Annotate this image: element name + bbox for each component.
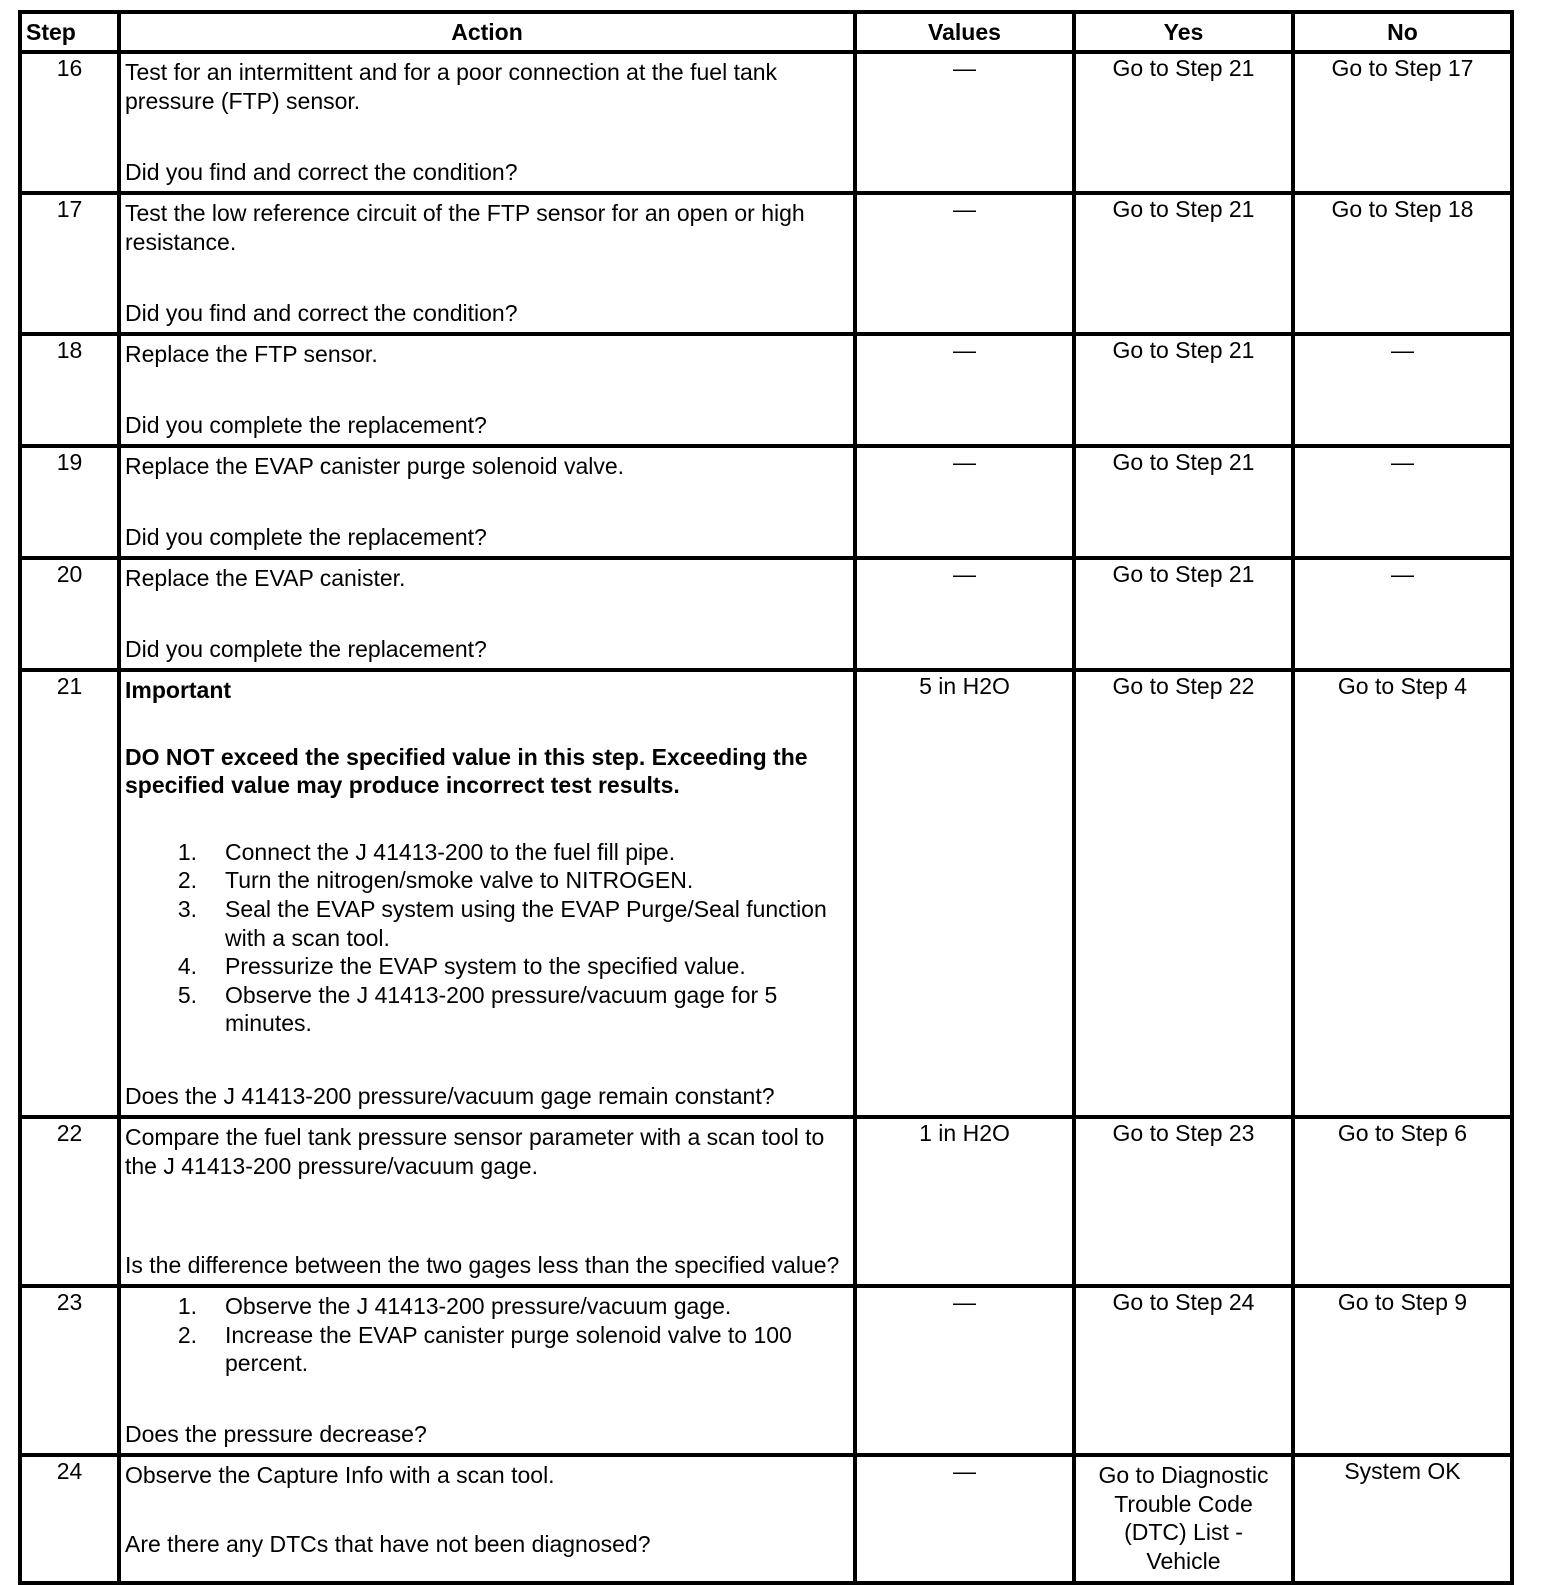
action-text: Test the low reference circuit of the FTP sensor for an open or high resistance.: [125, 200, 805, 255]
value-cell: 5 in H2O: [855, 670, 1074, 1117]
action-question: Did you find and correct the condition?: [125, 300, 518, 327]
step-number: 21: [20, 670, 119, 1117]
no-value: —: [1293, 446, 1512, 558]
step-number: 17: [20, 193, 119, 334]
action-text: Replace the EVAP canister.: [125, 565, 406, 591]
table-row: [20, 1117, 1512, 1286]
yes-link[interactable]: Go to Diagnostic Trouble Code (DTC) List - Vehicle: [1074, 1455, 1293, 1583]
action-question: Did you complete the replacement?: [125, 524, 487, 551]
header-no: No: [1293, 12, 1512, 52]
value-cell: —: [855, 1286, 1074, 1455]
action-question: Did you complete the replacement?: [125, 412, 487, 439]
yes-link[interactable]: Go to Step 22: [1074, 670, 1293, 1117]
no-link[interactable]: Go to Step 9: [1293, 1286, 1512, 1455]
header-values: Values: [855, 12, 1074, 52]
yes-link[interactable]: Go to Step 24: [1074, 1286, 1293, 1455]
action-cell: [119, 1286, 855, 1455]
table-row: [20, 1286, 1512, 1455]
header-action: Action: [119, 12, 855, 52]
diagnostic-table: [18, 10, 1514, 1585]
action-cell: [119, 670, 855, 1117]
list-item: 1. Observe the J 41413-200 pressure/vacuum gage.: [177, 1293, 732, 1319]
action-question: Did you complete the replacement?: [125, 636, 487, 663]
step-number: 18: [20, 334, 119, 446]
table-row: [20, 446, 1512, 558]
action-question: Is the difference between the two gages less than the specified value?: [125, 1252, 840, 1279]
step-number: 19: [20, 446, 119, 558]
important-label: Important: [125, 677, 232, 703]
action-cell: [119, 558, 855, 670]
action-cell: [119, 334, 855, 446]
list-item: 5. Observe the J 41413-200 pressure/vacuum gage for 5 minutes.: [177, 981, 778, 1037]
procedure-list: [125, 1292, 849, 1378]
header-step: Step: [20, 12, 119, 52]
diagnostic-table-container: [18, 10, 1514, 1585]
important-block: [125, 676, 849, 1038]
list-item: 2. Turn the nitrogen/smoke valve to NITROGEN.: [177, 867, 694, 894]
no-value: —: [1293, 334, 1512, 446]
step-number: 20: [20, 558, 119, 670]
value-cell: —: [855, 558, 1074, 670]
value-cell: —: [855, 334, 1074, 446]
yes-link[interactable]: Go to Step 21: [1074, 52, 1293, 193]
action-text: Observe the Capture Info with a scan tool.: [125, 1462, 555, 1488]
no-link[interactable]: Go to Step 4: [1293, 670, 1512, 1117]
yes-link[interactable]: Go to Step 21: [1074, 193, 1293, 334]
table-row: [20, 670, 1512, 1117]
value-cell: 1 in H2O: [855, 1117, 1074, 1286]
value-cell: —: [855, 52, 1074, 193]
action-text: Replace the FTP sensor.: [125, 341, 378, 367]
table-row: [20, 1455, 1512, 1583]
action-cell: [119, 1117, 855, 1286]
yes-link[interactable]: Go to Step 21: [1074, 334, 1293, 446]
step-number: 24: [20, 1455, 119, 1583]
action-cell: [119, 193, 855, 334]
procedure-list: [125, 828, 849, 1038]
yes-link[interactable]: Go to Step 21: [1074, 558, 1293, 670]
action-cell: [119, 1455, 855, 1583]
step-number: 22: [20, 1117, 119, 1286]
list-item: 4. Pressurize the EVAP system to the specified value.: [177, 953, 746, 980]
action-cell: [119, 446, 855, 558]
header-row: [20, 12, 1512, 52]
action-question: Does the J 41413-200 pressure/vacuum gage remain constant?: [125, 1083, 775, 1110]
no-link[interactable]: Go to Step 6: [1293, 1117, 1512, 1286]
table-row: [20, 52, 1512, 193]
list-item: 2. Increase the EVAP canister purge solenoid valve to 100 percent.: [177, 1321, 792, 1377]
value-cell: —: [855, 446, 1074, 558]
no-value: System OK: [1293, 1455, 1512, 1583]
table-row: [20, 334, 1512, 446]
action-text: Replace the EVAP canister purge solenoid valve.: [125, 453, 625, 479]
no-link[interactable]: Go to Step 18: [1293, 193, 1512, 334]
header-yes: Yes: [1074, 12, 1293, 52]
action-question: Does the pressure decrease?: [125, 1421, 427, 1448]
no-value: —: [1293, 558, 1512, 670]
table-row: [20, 558, 1512, 670]
action-question: Are there any DTCs that have not been diagnosed?: [125, 1530, 651, 1557]
yes-link[interactable]: Go to Step 23: [1074, 1117, 1293, 1286]
action-text: Compare the fuel tank pressure sensor parameter with a scan tool to the J 41413-200 pressure/vacuum gage.: [125, 1124, 825, 1179]
step-number: 16: [20, 52, 119, 193]
action-cell: [119, 52, 855, 193]
step-number: 23: [20, 1286, 119, 1455]
important-warning: DO NOT exceed the specified value in this step. Exceeding the specified value may produce incorrect test results.: [125, 743, 808, 799]
value-cell: —: [855, 193, 1074, 334]
action-question: Did you find and correct the condition?: [125, 159, 518, 186]
action-text: Test for an intermittent and for a poor connection at the fuel tank pressure (FTP) sensor.: [125, 59, 778, 114]
no-link[interactable]: Go to Step 17: [1293, 52, 1512, 193]
table-row: [20, 193, 1512, 334]
yes-link[interactable]: Go to Step 21: [1074, 446, 1293, 558]
list-item: 1. Connect the J 41413-200 to the fuel fill pipe.: [177, 838, 676, 865]
list-item: 3. Seal the EVAP system using the EVAP Purge/Seal function with a scan tool.: [177, 895, 827, 951]
value-cell: —: [855, 1455, 1074, 1583]
